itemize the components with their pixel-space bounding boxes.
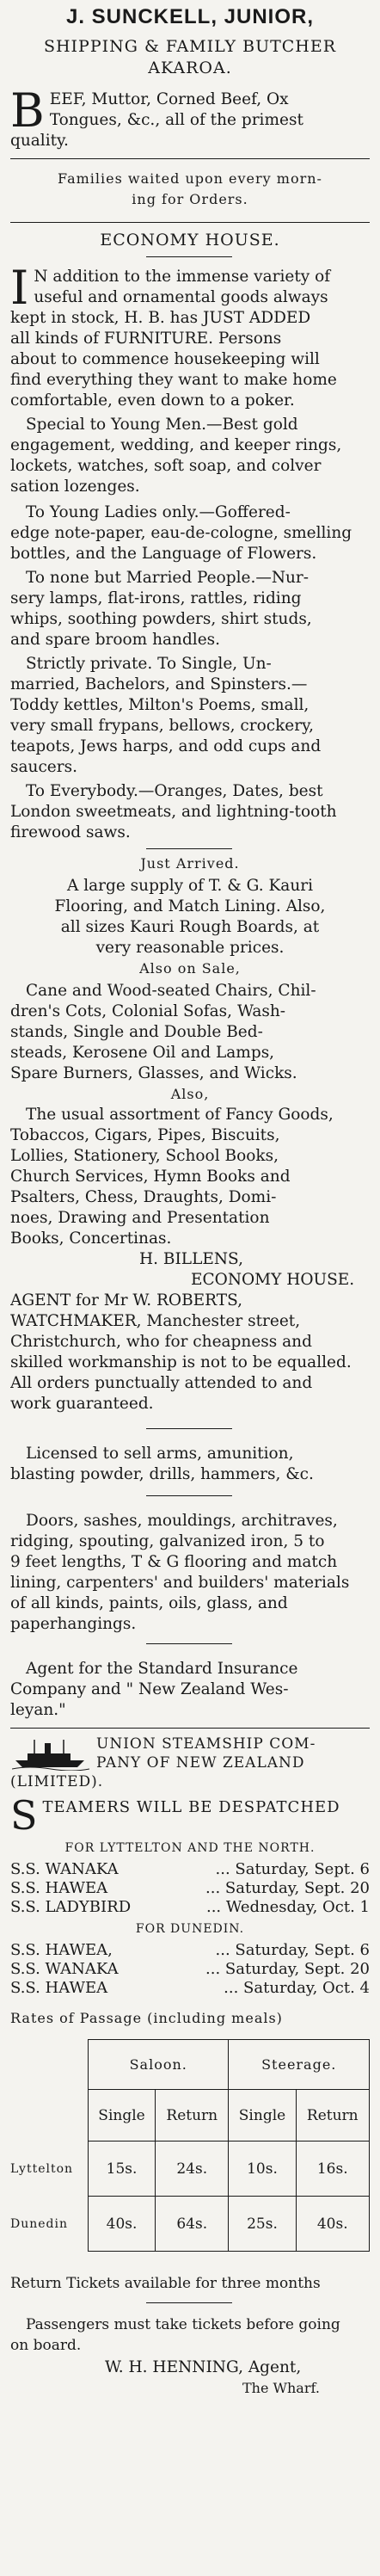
ship-name: S.S. WANAKA [10,1860,119,1878]
schedule-row [10,1941,370,1960]
divider [146,1643,232,1644]
just-arrived-heading: Just Arrived. [140,855,240,872]
also-heading: Also, [170,1086,210,1102]
body-line: firewood saws. [10,823,131,841]
table-row [10,2142,370,2197]
body-line: N addition to the immense variety of [34,268,331,286]
body-line: EEF, Muttor, Corned Beef, Ox [49,90,289,108]
sailing-date: ... Saturday, Oct. 4 [224,1979,370,1997]
ship-name: S.S. WANAKA [10,1960,119,1978]
young-men-paragraph [10,415,370,497]
sailing-date: ... Saturday, Sept. 6 [215,1941,370,1959]
body-line: AGENT for Mr W. ROBERTS, [10,1291,243,1310]
body-line: Psalters, Chess, Draughts, Domi- [10,1188,277,1206]
schedule-row [10,1879,370,1898]
signature-line: W. H. HENNING, Agent, [105,2358,302,2376]
divider [146,1428,232,1429]
note-line: ing for Orders. [132,191,248,207]
body-line: engagement, wedding, and keeper rings, [10,436,342,454]
return-header: Return [296,2090,370,2142]
dropcap: I [10,261,29,315]
body-line: Church Services, Hymn Books and [10,1168,291,1186]
body-line: quality. [10,132,69,150]
body-line: Tongues, &c., all of the primest [49,111,303,129]
body-line: very small frypans, bellows, crockery, [10,717,314,735]
body-line: whips, soothing powders, shirt studs, [10,610,312,628]
sunckell-subtitle [10,36,370,79]
title-line: UNION STEAMSHIP COM- [96,1735,316,1753]
body-line: all sizes Kauri Rough Boards, at [60,918,320,936]
body-line: Agent for the Standard Insurance [26,1660,298,1678]
body-line: noes, Drawing and Presentation [10,1209,270,1227]
body-line: Cane and Wood-seated Chairs, Chil- [26,982,316,1000]
ship-name: S.S. LADYBIRD [10,1898,132,1916]
dropcap: S [10,1792,38,1839]
body-line: married, Bachelors, and Spinsters.— [10,675,308,693]
table-subheader-row [10,2090,370,2142]
body-line: Strictly private. To Single, Un- [26,655,272,673]
sunckell-title: J. SUNCKELL, JUNIOR, [65,5,315,28]
body-line: WATCHMAKER, Manchester street, [10,1312,301,1330]
divider [10,222,370,223]
return-header: Return [156,2090,229,2142]
union-title [10,1735,370,1791]
empty-cell [10,2040,89,2090]
dunedin-schedule [10,1941,370,1998]
private-paragraph [10,654,370,778]
body-line: on board. [10,2337,82,2354]
body-line: leyan." [10,1701,66,1719]
single-header: Single [229,2090,296,2142]
body-line: To none but Married People.—Nur- [26,569,310,587]
body-line: very reasonable prices. [95,939,285,957]
also-on-sale-heading: Also on Sale, [139,960,241,977]
fare-cell: 40s. [89,2197,156,2252]
cane-paragraph [10,981,370,1084]
body-line: find everything they want to make home [10,371,337,389]
economy-intro [10,261,370,411]
schedule-row [10,1979,370,1998]
signature-line: ECONOMY HOUSE. [191,1271,355,1289]
kauri-paragraph [10,876,370,958]
dropcap: B [10,83,45,138]
divider [146,1495,232,1496]
body-line: The usual assortment of Fancy Goods, [26,1106,334,1124]
body-line: and spare broom handles. [10,631,221,649]
subtitle-line: SHIPPING & FAMILY BUTCHER [43,37,337,56]
sailing-date: ... Saturday, Sept. 20 [205,1960,370,1978]
sunckell-note [10,169,370,210]
body-line: useful and ornamental goods always [34,288,328,306]
body-line: London sweetmeats, and lightning-tooth [10,803,337,821]
table-header-row [10,2040,370,2090]
body-line: Licensed to sell arms, amunition, [26,1445,294,1463]
economy-title: ECONOMY HOUSE. [100,231,280,250]
body-line: A large supply of T. & G. Kauri [66,877,314,895]
schedule-row [10,1898,370,1917]
for-lyttelton-heading: FOR LYTTELTON AND THE NORTH. [64,1841,316,1855]
fare-cell: 64s. [156,2197,229,2252]
body-line: Tobaccos, Cigars, Pipes, Biscuits, [10,1126,280,1144]
licensed-paragraph [10,1444,370,1485]
body-line: ridging, spouting, galvanized iron, 5 to [10,1532,325,1550]
empty-cell [10,2090,89,2142]
body-line: Doors, sashes, mouldings, architraves, [26,1512,338,1530]
signature-line: The Wharf. [242,2380,320,2396]
rates-title: Rates of Passage (including meals) [10,2010,283,2026]
table-row [10,2197,370,2252]
signature-line: H. BILLENS, [139,1250,243,1268]
schedule-row [10,1860,370,1879]
fare-cell: 25s. [229,2197,296,2252]
body-line: Toddy kettles, Milton's Poems, small, [10,696,310,714]
port-name: Lyttelton [10,2161,74,2176]
ship-name: S.S. HAWEA [10,1979,108,1997]
saloon-header: Saloon. [89,2040,229,2090]
body-line: lockets, watches, soft soap, and colver [10,457,322,475]
sailing-date: ... Saturday, Sept. 20 [205,1879,370,1897]
body-line: lining, carpenters' and builders' materials [10,1574,350,1592]
body-line: To Everybody.—Oranges, Dates, best [26,782,323,800]
divider [10,158,370,159]
body-line: work guaranteed. [10,1395,154,1413]
body-line: To Young Ladies only.—Goffered- [26,503,291,521]
body-line: kept in stock, H. B. has JUST ADDED [10,309,311,327]
body-line: about to commence housekeeping will [10,350,320,368]
body-line: Company and " New Zealand Wes- [10,1680,289,1698]
body-line: dren's Cots, Colonial Sofas, Wash- [10,1002,286,1020]
body-line: steads, Kerosene Oil and Lamps, [10,1044,275,1062]
body-line: Books, Concertinas. [10,1229,172,1248]
for-dunedin-heading: FOR DUNEDIN. [135,1922,245,1936]
schedule-row [10,1960,370,1979]
body-line: paperhangings. [10,1615,137,1633]
sailing-date: ... Saturday, Sept. 6 [215,1860,370,1878]
single-header: Single [89,2090,156,2142]
body-line: Special to Young Men.—Best gold [26,416,298,434]
divider [146,848,232,849]
despatch-heading: TEAMERS WILL BE DESPATCHED [42,1798,340,1816]
body-line: 9 feet lengths, T & G flooring and match [10,1553,338,1571]
fare-cell: 40s. [296,2197,370,2252]
body-line: Christchurch, who for cheapness and [10,1333,312,1351]
body-line: Flooring, and Match Lining. Also, [54,897,326,915]
insurance-paragraph [10,1659,370,1721]
body-line: sation lozenges. [10,478,140,496]
divider [146,256,232,257]
body-line: blasting powder, drills, hammers, &c. [10,1465,314,1483]
note-line: Families waited upon every morn- [58,170,322,187]
ship-name: S.S. HAWEA [10,1879,108,1897]
sunckell-body [10,83,370,151]
body-line: edge note-paper, eau-de-cologne, smelling [10,524,352,542]
lyttelton-schedule [10,1860,370,1917]
body-line: sery lamps, flat-irons, rattles, riding [10,589,302,607]
fancy-goods-paragraph [10,1105,370,1249]
body-line: comfortable, even down to a poker. [10,391,295,410]
body-line: saucers. [10,758,77,776]
married-paragraph [10,568,370,650]
steerage-header: Steerage. [229,2040,370,2090]
return-note: Return Tickets available for three months [10,2275,321,2292]
fare-cell: 15s. [89,2142,156,2197]
ship-name: S.S. HAWEA, [10,1941,113,1959]
union-heading [10,1792,370,1839]
body-line: stands, Single and Double Bed- [10,1023,263,1041]
sailing-date: ... Wednesday, Oct. 1 [205,1898,370,1916]
divider [146,2302,232,2303]
body-line: teapots, Jews harps, and odd cups and [10,737,322,755]
fares-table [10,2039,370,2252]
body-line: Passengers must take tickets before going [26,2316,340,2333]
body-line: skilled workmanship is not to be equalled. [10,1353,352,1371]
fare-cell: 10s. [229,2142,296,2197]
title-line: PANY OF NEW ZEALAND [96,1754,305,1772]
billens-signature [10,1249,370,1291]
port-name: Dunedin [10,2216,68,2231]
divider [10,1728,370,1729]
body-line: all kinds of FURNITURE. Persons [10,330,282,348]
agent-paragraph [10,1291,370,1414]
body-line: Spare Burners, Glasses, and Wicks. [10,1064,297,1082]
fare-cell: 16s. [296,2142,370,2197]
fare-cell: 24s. [156,2142,229,2197]
henning-signature [10,2357,370,2399]
body-line: of all kinds, paints, oils, glass, and [10,1594,288,1612]
subtitle-line: AKAROA. [148,59,232,77]
body-line: Lollies, Stationery, School Books, [10,1147,279,1165]
body-line: All orders punctually attended to and [10,1374,313,1392]
title-line: (LIMITED). [10,1773,104,1790]
passengers-paragraph [10,2314,370,2356]
young-ladies-paragraph [10,502,370,564]
doors-paragraph [10,1511,370,1635]
body-line: bottles, and the Language of Flowers. [10,545,317,563]
everybody-paragraph [10,781,370,843]
